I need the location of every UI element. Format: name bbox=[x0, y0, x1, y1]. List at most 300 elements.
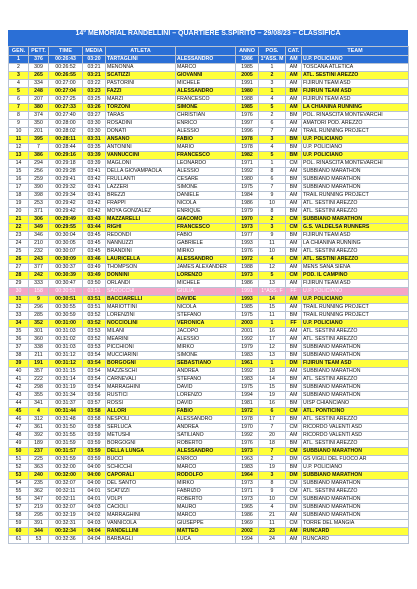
bib-cell: 362 bbox=[29, 488, 49, 496]
rank-cell: 17 bbox=[9, 184, 29, 192]
surname-cell: SERLUCA bbox=[106, 424, 176, 432]
surname-cell: DELLA LUNGA bbox=[106, 448, 176, 456]
team-cell: SUBBIANO MARATHON bbox=[302, 176, 409, 184]
year-cell: 1980 bbox=[236, 88, 259, 96]
time-cell: 00:31:59 bbox=[49, 440, 83, 448]
result-row bbox=[9, 360, 409, 368]
position-cell: 7 bbox=[259, 424, 286, 432]
rank-cell: 19 bbox=[9, 200, 29, 208]
bib-cell: 306 bbox=[29, 216, 49, 224]
firstname-cell: SIMONE bbox=[176, 104, 236, 112]
year-cell: 1963 bbox=[236, 456, 259, 464]
bib-cell: 301 bbox=[29, 328, 49, 336]
bib-cell: 298 bbox=[29, 384, 49, 392]
result-row bbox=[9, 104, 409, 112]
position-cell: 16 bbox=[259, 400, 286, 408]
firstname-cell: JAMES ALEXANDER bbox=[176, 264, 236, 272]
category-cell: BM bbox=[286, 344, 302, 352]
rank-cell: 60 bbox=[9, 528, 29, 536]
year-cell: 1994 bbox=[236, 392, 259, 400]
team-cell: FIJIRUN TEAM ASD bbox=[302, 232, 409, 240]
team-cell: FIJIRUN TEAM ASD bbox=[302, 88, 409, 96]
pace-cell: 03:20 bbox=[83, 56, 106, 64]
category-cell: AM bbox=[286, 120, 302, 128]
surname-cell: NESPOLI bbox=[106, 416, 176, 424]
position-cell: 6 bbox=[259, 120, 286, 128]
year-cell: 1972 bbox=[236, 408, 259, 416]
time-cell: 00:30:07 bbox=[49, 248, 83, 256]
bib-cell: 248 bbox=[29, 88, 49, 96]
bib-cell: 7 bbox=[29, 144, 49, 152]
time-cell: 00:31:02 bbox=[49, 336, 83, 344]
pace-cell: 03:59 bbox=[83, 456, 106, 464]
firstname-cell: GIULIA bbox=[176, 288, 236, 296]
time-cell: 00:29:16 bbox=[49, 152, 83, 160]
pace-cell: 03:59 bbox=[83, 432, 106, 440]
rank-cell: 36 bbox=[9, 336, 29, 344]
rank-cell: 53 bbox=[9, 472, 29, 480]
team-cell: SUBBIANO MARATHON bbox=[302, 344, 409, 352]
time-cell: 00:32:36 bbox=[49, 536, 83, 544]
team-cell: TRAIL RUNNING PROJECT bbox=[302, 192, 409, 200]
bib-cell: 225 bbox=[29, 456, 49, 464]
result-row bbox=[9, 176, 409, 184]
title-spacer bbox=[8, 38, 408, 46]
category-cell: CM bbox=[286, 160, 302, 168]
result-row bbox=[9, 152, 409, 160]
result-row bbox=[9, 504, 409, 512]
year-cell: 1975 bbox=[236, 384, 259, 392]
rank-cell: 2 bbox=[9, 64, 29, 72]
pace-cell: 03:54 bbox=[83, 368, 106, 376]
year-cell: 1970 bbox=[236, 216, 259, 224]
time-cell: 00:31:12 bbox=[49, 352, 83, 360]
pace-cell: 03:54 bbox=[83, 384, 106, 392]
category-cell: CM bbox=[286, 408, 302, 416]
team-cell: SUBBIANO MARATHON bbox=[302, 392, 409, 400]
time-cell: 00:30:51 bbox=[49, 296, 83, 304]
time-cell: 00:31:44 bbox=[49, 408, 83, 416]
category-cell: BM bbox=[286, 136, 302, 144]
category-cell: BM bbox=[286, 88, 302, 96]
category-cell: AM bbox=[286, 80, 302, 88]
rank-cell: 56 bbox=[9, 496, 29, 504]
firstname-cell: DANIELE bbox=[176, 192, 236, 200]
position-cell: 11 bbox=[259, 240, 286, 248]
category-cell: BM bbox=[286, 416, 302, 424]
firstname-cell: FABIO bbox=[176, 408, 236, 416]
year-cell: 1986 bbox=[236, 200, 259, 208]
surname-cell: THOMPSON bbox=[106, 264, 176, 272]
pace-cell: 03:45 bbox=[83, 232, 106, 240]
bib-cell: 312 bbox=[29, 416, 49, 424]
year-cell: 1979 bbox=[236, 208, 259, 216]
position-cell: 1 bbox=[259, 88, 286, 96]
firstname-cell: ALESSIO bbox=[176, 336, 236, 344]
year-cell: 1996 bbox=[236, 128, 259, 136]
firstname-cell: SIMONE bbox=[176, 184, 236, 192]
time-cell: 00:28:44 bbox=[49, 144, 83, 152]
rank-cell: 23 bbox=[9, 232, 29, 240]
firstname-cell: DAVID bbox=[176, 384, 236, 392]
result-row bbox=[9, 280, 409, 288]
surname-cell: NANNUZZI bbox=[106, 240, 176, 248]
pace-cell: 03:23 bbox=[83, 88, 106, 96]
pace-cell: 03:51 bbox=[83, 288, 106, 296]
time-cell: 00:31:19 bbox=[49, 384, 83, 392]
rank-cell: 49 bbox=[9, 440, 29, 448]
year-cell: 1975 bbox=[236, 312, 259, 320]
firstname-cell: FRANCESCO bbox=[176, 96, 236, 104]
position-cell: 3 bbox=[259, 472, 286, 480]
category-cell: AM bbox=[286, 368, 302, 376]
category-cell: BM bbox=[286, 248, 302, 256]
header-pett: PETT. bbox=[29, 47, 49, 56]
time-cell: 00:29:32 bbox=[49, 184, 83, 192]
year-cell: 1973 bbox=[236, 496, 259, 504]
category-cell: AM bbox=[286, 72, 302, 80]
header-team: TEAM bbox=[302, 47, 409, 56]
firstname-cell: RODOLFO bbox=[176, 472, 236, 480]
bib-cell: 189 bbox=[29, 440, 49, 448]
rank-cell: 18 bbox=[9, 192, 29, 200]
firstname-cell: CHRISTIAN bbox=[176, 112, 236, 120]
pace-cell: 04:01 bbox=[83, 496, 106, 504]
team-cell: SUBBIANO MARATHON bbox=[302, 504, 409, 512]
category-cell: AM bbox=[286, 168, 302, 176]
surname-cell: MOYA GONZALEZ bbox=[106, 208, 176, 216]
result-row bbox=[9, 440, 409, 448]
firstname-cell: MARIO bbox=[176, 144, 236, 152]
year-cell: 1983 bbox=[236, 464, 259, 472]
rank-cell: 46 bbox=[9, 416, 29, 424]
surname-cell: BREZZI bbox=[106, 192, 176, 200]
firstname-cell: ENRICO bbox=[176, 456, 236, 464]
header-name bbox=[176, 47, 236, 56]
pace-cell: 03:45 bbox=[83, 240, 106, 248]
rank-cell: 37 bbox=[9, 344, 29, 352]
surname-cell: MILANI bbox=[106, 328, 176, 336]
firstname-cell: GIACOMO bbox=[176, 216, 236, 224]
category-cell: BM bbox=[286, 352, 302, 360]
result-row bbox=[9, 216, 409, 224]
pace-cell: 03:59 bbox=[83, 448, 106, 456]
surname-cell: RUSTICI bbox=[106, 392, 176, 400]
surname-cell: MARRAGHINI bbox=[106, 384, 176, 392]
team-cell: FIJIRUN TEAM ASD bbox=[302, 80, 409, 88]
surname-cell: PASTORINI bbox=[106, 80, 176, 88]
category-cell: BM bbox=[286, 112, 302, 120]
team-cell: ATL. SESTINI AREZZO bbox=[302, 376, 409, 384]
team-cell: SUBBIANO MARATHON bbox=[302, 480, 409, 488]
category-cell: CM bbox=[286, 488, 302, 496]
firstname-cell: MIRKO bbox=[176, 480, 236, 488]
position-cell: 4 bbox=[259, 256, 286, 264]
result-row bbox=[9, 168, 409, 176]
time-cell: 00:26:43 bbox=[49, 56, 83, 64]
time-cell: 00:29:28 bbox=[49, 168, 83, 176]
team-cell: SUBBIANO MARATHON bbox=[302, 384, 409, 392]
category-cell: BM bbox=[286, 312, 302, 320]
bib-cell: 374 bbox=[29, 112, 49, 120]
time-cell: 00:29:42 bbox=[49, 200, 83, 208]
position-cell: 9 bbox=[259, 192, 286, 200]
team-cell: TRAIL RUNNING PROJECT bbox=[302, 128, 409, 136]
year-cell: 1986 bbox=[236, 280, 259, 288]
team-cell: U.P. POLICIANO bbox=[302, 144, 409, 152]
time-cell: 00:31:37 bbox=[49, 400, 83, 408]
category-cell: BM bbox=[286, 384, 302, 392]
firstname-cell: ALESSANDRO bbox=[176, 256, 236, 264]
team-cell: U.P. POLICIANO bbox=[302, 56, 409, 64]
year-cell: 1976 bbox=[236, 112, 259, 120]
time-cell: 00:28:00 bbox=[49, 120, 83, 128]
position-cell: 17 bbox=[259, 336, 286, 344]
team-cell: POL. RINASCITA MONTEVARCHI bbox=[302, 160, 409, 168]
bib-cell: 350 bbox=[29, 120, 49, 128]
year-cell: 1973 bbox=[236, 480, 259, 488]
bib-cell: 309 bbox=[29, 64, 49, 72]
position-cell: 2 bbox=[259, 112, 286, 120]
firstname-cell: DAVIDE bbox=[176, 296, 236, 304]
year-cell: 2002 bbox=[236, 528, 259, 536]
result-row bbox=[9, 424, 409, 432]
surname-cell: ORLANDI bbox=[106, 280, 176, 288]
bib-cell: 341 bbox=[29, 400, 49, 408]
rank-cell: 16 bbox=[9, 176, 29, 184]
time-cell: 00:28:02 bbox=[49, 128, 83, 136]
pace-cell: 03:21 bbox=[83, 64, 106, 72]
time-cell: 00:29:41 bbox=[49, 176, 83, 184]
results-title bbox=[8, 30, 408, 46]
year-cell: 1975 bbox=[236, 184, 259, 192]
year-cell: 1976 bbox=[236, 248, 259, 256]
pace-cell: 03:45 bbox=[83, 248, 106, 256]
position-cell: 5 bbox=[259, 104, 286, 112]
result-row bbox=[9, 192, 409, 200]
firstname-cell: ALESSANDRO bbox=[176, 56, 236, 64]
year-cell: 1997 bbox=[236, 120, 259, 128]
result-row bbox=[9, 264, 409, 272]
team-cell: ATL. PONTICINO bbox=[302, 408, 409, 416]
position-cell: 24 bbox=[259, 536, 286, 544]
bib-cell: 265 bbox=[29, 72, 49, 80]
year-cell: 1983 bbox=[236, 352, 259, 360]
team-cell: FIJIRUN TEAM ASD bbox=[302, 96, 409, 104]
pace-cell: 04:00 bbox=[83, 472, 106, 480]
surname-cell: METUSHI bbox=[106, 432, 176, 440]
surname-cell: LAZZERI bbox=[106, 184, 176, 192]
pace-cell: 03:49 bbox=[83, 272, 106, 280]
team-cell: LA CHIANINA RUNNING bbox=[302, 240, 409, 248]
firstname-cell: ANDREA bbox=[176, 424, 236, 432]
team-cell: SUBBIANO MARATHON bbox=[302, 352, 409, 360]
rank-cell: 32 bbox=[9, 304, 29, 312]
category-cell: CM bbox=[286, 480, 302, 488]
surname-cell: NOCCIOLINI bbox=[106, 320, 176, 328]
rank-cell: 50 bbox=[9, 448, 29, 456]
bib-cell: 235 bbox=[29, 480, 49, 488]
year-cell: 2001 bbox=[236, 328, 259, 336]
result-row bbox=[9, 88, 409, 96]
time-cell: 00:32:00 bbox=[49, 464, 83, 472]
pace-cell: 03:42 bbox=[83, 176, 106, 184]
time-cell: 00:30:39 bbox=[49, 272, 83, 280]
result-row bbox=[9, 208, 409, 216]
rank-cell: 47 bbox=[9, 424, 29, 432]
surname-cell: TARTAGLINI bbox=[106, 56, 176, 64]
firstname-cell: CESARE bbox=[176, 176, 236, 184]
firstname-cell: FABRIZIO bbox=[176, 488, 236, 496]
position-cell: 19 bbox=[259, 392, 286, 400]
surname-cell: BACCIARELLI bbox=[106, 296, 176, 304]
rank-cell: 40 bbox=[9, 368, 29, 376]
surname-cell: MARRAGHINI bbox=[106, 512, 176, 520]
surname-cell: VANNICOLA bbox=[106, 520, 176, 528]
team-cell: U.P. POLICIANO bbox=[302, 464, 409, 472]
bib-cell: 338 bbox=[29, 344, 49, 352]
rank-cell: 11 bbox=[9, 136, 29, 144]
firstname-cell: ROBERTO bbox=[176, 440, 236, 448]
category-cell: DM bbox=[286, 472, 302, 480]
pace-cell: 04:00 bbox=[83, 480, 106, 488]
firstname-cell: ALESSIO bbox=[176, 168, 236, 176]
pace-cell: 03:54 bbox=[83, 376, 106, 384]
surname-cell: BUCCI bbox=[106, 456, 176, 464]
bib-cell: 256 bbox=[29, 168, 49, 176]
bib-cell: 355 bbox=[29, 392, 49, 400]
year-cell: 1992 bbox=[236, 336, 259, 344]
firstname-cell: MIRKO bbox=[176, 344, 236, 352]
time-cell: 00:29:49 bbox=[49, 216, 83, 224]
rank-cell: 33 bbox=[9, 312, 29, 320]
position-cell: 2 bbox=[259, 456, 286, 464]
rank-cell: 6 bbox=[9, 96, 29, 104]
bib-cell: 53 bbox=[29, 536, 49, 544]
time-cell: 00:28:11 bbox=[49, 136, 83, 144]
time-cell: 00:31:50 bbox=[49, 424, 83, 432]
category-cell: CM bbox=[286, 496, 302, 504]
position-cell: 14 bbox=[259, 376, 286, 384]
rank-cell: 54 bbox=[9, 480, 29, 488]
surname-cell: FAZZI bbox=[106, 88, 176, 96]
rank-cell: 61 bbox=[9, 536, 29, 544]
category-cell: AM bbox=[286, 264, 302, 272]
pace-cell: 03:42 bbox=[83, 200, 106, 208]
position-cell: 2 bbox=[259, 72, 286, 80]
category-cell: BM bbox=[286, 464, 302, 472]
category-cell: AM bbox=[286, 56, 302, 64]
bib-cell: 349 bbox=[29, 224, 49, 232]
team-cell: SUBBIANO MARATHON bbox=[302, 216, 409, 224]
team-cell: U.P. POLICIANO bbox=[302, 136, 409, 144]
bib-cell: 392 bbox=[29, 432, 49, 440]
pace-cell: 03:31 bbox=[83, 136, 106, 144]
firstname-cell: MAURO bbox=[176, 504, 236, 512]
surname-cell: MUCCIARINI bbox=[106, 352, 176, 360]
team-cell: SUBBIANO MARATHON bbox=[302, 368, 409, 376]
time-cell: 00:30:47 bbox=[49, 280, 83, 288]
result-row bbox=[9, 288, 409, 296]
category-cell: CM bbox=[286, 424, 302, 432]
bib-cell: 4 bbox=[29, 408, 49, 416]
team-cell: SUBBIANO MARATHON bbox=[302, 496, 409, 504]
position-cell: 3 bbox=[259, 224, 286, 232]
position-cell: 9 bbox=[259, 232, 286, 240]
bib-cell: 158 bbox=[29, 288, 49, 296]
surname-cell: MARZI bbox=[106, 96, 176, 104]
bib-cell: 377 bbox=[29, 264, 49, 272]
bib-cell: 232 bbox=[29, 248, 49, 256]
rank-cell: 20 bbox=[9, 208, 29, 216]
pace-cell: 03:54 bbox=[83, 360, 106, 368]
firstname-cell: STEFANO bbox=[176, 376, 236, 384]
pace-cell: 03:59 bbox=[83, 440, 106, 448]
surname-cell: CAPORALI bbox=[106, 472, 176, 480]
team-cell: RICORDO VALENTI ASD bbox=[302, 432, 409, 440]
team-cell: ATL. SESTINI AREZZO bbox=[302, 328, 409, 336]
rank-cell: 52 bbox=[9, 464, 29, 472]
team-cell: ATL. SESTINI AREZZO bbox=[302, 248, 409, 256]
bib-cell: 391 bbox=[29, 520, 49, 528]
team-cell: LA CHIANINA RUNNING bbox=[302, 104, 409, 112]
result-row bbox=[9, 144, 409, 152]
pace-cell: 03:57 bbox=[83, 400, 106, 408]
surname-cell: MENONNA bbox=[106, 64, 176, 72]
time-cell: 00:32:00 bbox=[49, 472, 83, 480]
rank-cell: 34 bbox=[9, 320, 29, 328]
year-cell: 1977 bbox=[236, 232, 259, 240]
pace-cell: 03:42 bbox=[83, 208, 106, 216]
firstname-cell: LORENZO bbox=[176, 272, 236, 280]
time-cell: 00:32:11 bbox=[49, 488, 83, 496]
time-cell: 00:32:31 bbox=[49, 520, 83, 528]
surname-cell: MEARINI bbox=[106, 336, 176, 344]
year-cell: 1976 bbox=[236, 440, 259, 448]
surname-cell: VANNUCCINI bbox=[106, 152, 176, 160]
surname-cell: CACIOLI bbox=[106, 504, 176, 512]
year-cell: 1985 bbox=[236, 104, 259, 112]
surname-cell: MARIOTTINI bbox=[106, 304, 176, 312]
rank-cell: 12 bbox=[9, 144, 29, 152]
result-row bbox=[9, 200, 409, 208]
result-row bbox=[9, 408, 409, 416]
bib-cell: 253 bbox=[29, 200, 49, 208]
firstname-cell: FABIO bbox=[176, 136, 236, 144]
time-cell: 00:29:42 bbox=[49, 208, 83, 216]
team-cell: ATL. SESTINI AREZZO bbox=[302, 336, 409, 344]
team-cell: POL. RINASCITA MONTEVARCHI bbox=[302, 112, 409, 120]
pace-cell: 03:41 bbox=[83, 168, 106, 176]
time-cell: 00:30:51 bbox=[49, 288, 83, 296]
year-cell: 1964 bbox=[236, 472, 259, 480]
rank-cell: 41 bbox=[9, 376, 29, 384]
bib-cell: 191 bbox=[29, 360, 49, 368]
position-cell: 1 bbox=[259, 360, 286, 368]
firstname-cell: SIMONE bbox=[176, 352, 236, 360]
pace-cell: 03:52 bbox=[83, 312, 106, 320]
bib-cell: 201 bbox=[29, 128, 49, 136]
category-cell: BM bbox=[286, 376, 302, 384]
category-cell: CM bbox=[286, 216, 302, 224]
position-cell: 6 bbox=[259, 176, 286, 184]
position-cell: 15 bbox=[259, 304, 286, 312]
pace-cell: 03:46 bbox=[83, 256, 106, 264]
firstname-cell: MARCO bbox=[176, 464, 236, 472]
year-cell: 1991 bbox=[236, 288, 259, 296]
rank-cell: 39 bbox=[9, 360, 29, 368]
bib-cell: 352 bbox=[29, 320, 49, 328]
